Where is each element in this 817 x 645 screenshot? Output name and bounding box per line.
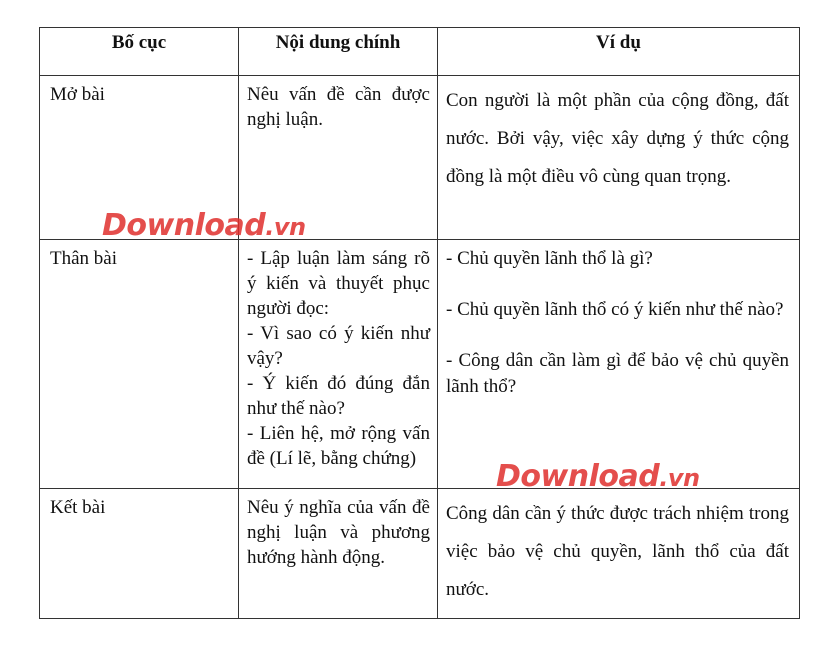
watermark-brand: Download <box>496 459 660 494</box>
watermark-logo <box>102 208 306 243</box>
content-line: - Lập luận làm sáng rõ ý kiến và thuyết phục người đọc: <box>247 248 430 319</box>
example-text: Con người là một phần của cộng đồng, đất nước. Bởi vậy, việc xây dựng ý thức cộng đồng là một điều vô cùng quan trọng. <box>446 90 789 187</box>
header-example: Ví dụ <box>438 28 800 76</box>
example-line: - Công dân cần làm gì để bảo vệ chủ quyền lãnh thổ? <box>446 350 789 397</box>
content-line: - Vì sao có ý kiến như vậy? <box>247 323 430 369</box>
example-line: - Chủ quyền lãnh thổ là gì? <box>446 248 653 269</box>
content-line: - Liên hệ, mở rộng vấn đề (Lí lẽ, bằng chứng) <box>247 423 430 469</box>
section-label: Thân bài <box>50 248 118 269</box>
content-line: Nêu ý nghĩa của vấn đề nghị luận và phương hướng hành động. <box>247 497 430 568</box>
content-line: Nêu vấn đề cần được nghị luận. <box>247 84 430 130</box>
watermark-tld: .vn <box>659 464 700 492</box>
header-row <box>40 28 800 76</box>
section-label: Kết bài <box>50 497 106 518</box>
table-row-conclusion <box>40 489 800 619</box>
watermark-logo <box>496 459 700 494</box>
section-label: Mở bài <box>50 84 105 105</box>
header-main-content: Nội dung chính <box>239 28 438 76</box>
example-text: Công dân cần ý thức được trách nhiệm trong việc bảo vệ chủ quyền, lãnh thổ của đất nước. <box>446 503 789 600</box>
essay-structure-table <box>39 27 800 619</box>
header-structure: Bố cục <box>40 28 239 76</box>
watermark-tld: .vn <box>265 213 306 241</box>
watermark-brand: Download <box>102 208 266 243</box>
example-line: - Chủ quyền lãnh thổ có ý kiến như thế nào? <box>446 299 784 320</box>
table-row-body <box>40 240 800 489</box>
content-line: - Ý kiến đó đúng đắn như thế nào? <box>247 373 430 419</box>
